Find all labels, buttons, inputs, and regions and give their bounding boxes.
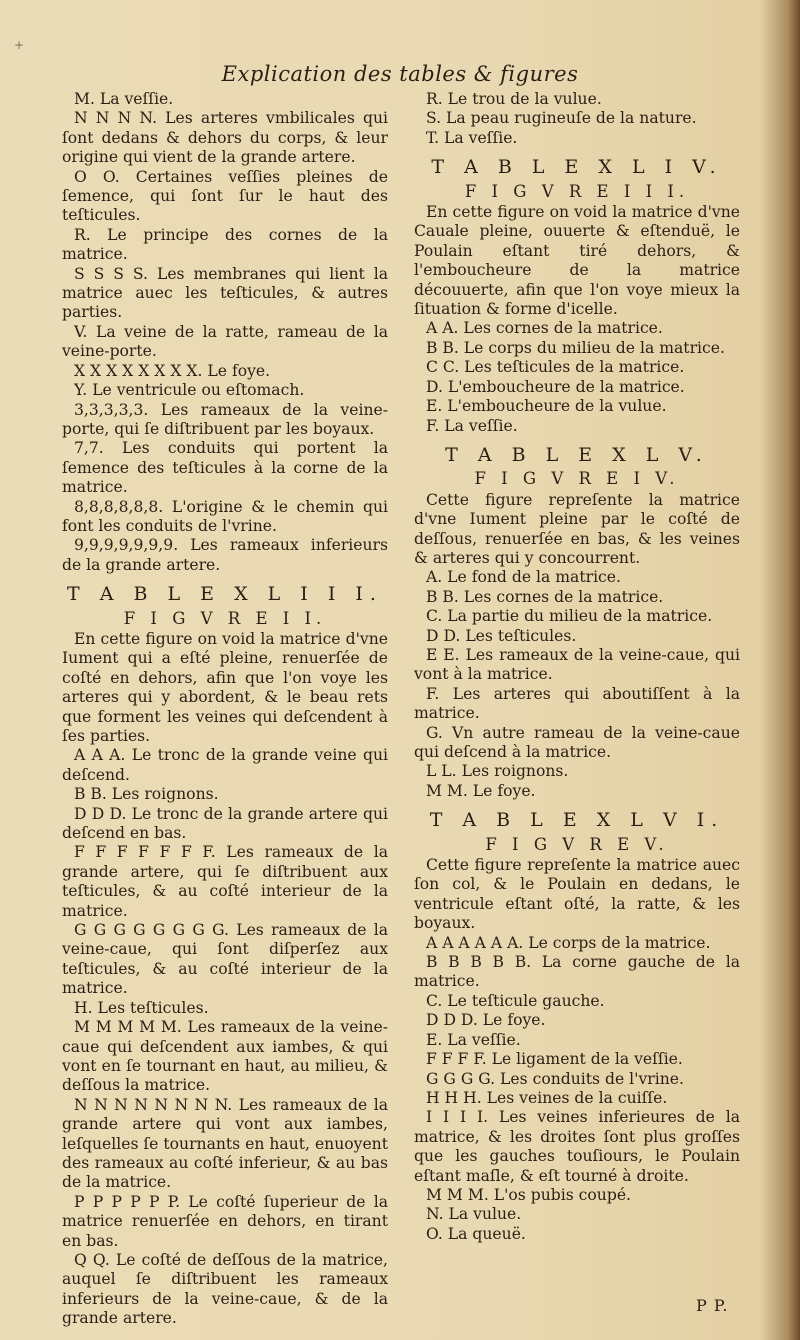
legend-entry: S S S S. Les membranes qui lient la matrice auec les teſticules, & autres parties. <box>62 264 388 322</box>
right-entries-d <box>414 934 740 1245</box>
left-entries-a <box>62 90 388 575</box>
legend-entry: C. Le teſticule gauche. <box>426 991 605 1010</box>
legend-entry: A A A A A A. Le corps de la matrice. <box>426 933 711 952</box>
legend-entry: B B. Les cornes de la matrice. <box>426 587 664 606</box>
figure-v-intro: Cette figure repreſente la matrice auec ſon col, & le Poulain en dedans, le ventricule eſtant oſté, la ratte, & les boyaux. <box>414 856 740 933</box>
legend-entry: N N N N N N N N. Les rameaux de la grande artere qui vont aux iambes, leſquelles ſe tournants en haut, enuoyent des rameaux au coſté inferieur, & au bas de la matrice. <box>62 1095 388 1192</box>
legend-entry: I I I I. Les veines inferieures de la matrice, & les droites ſont plus groſſes que les gauches touſiours, le Poulain eſtant maſle, & eſt tourné à droite. <box>414 1108 740 1185</box>
figure-ii-intro: En cette figure on void la matrice d'vne Iument qui a eſté pleine, renuerſée de coſté en dehors, afin que l'on voye les arteres qui y abordent, & le beau rets que forment les veines qui deſcendent à ſes parties. <box>62 629 388 745</box>
legend-entry: Q Q. Le coſté de deſſous de la matrice, auquel ſe diſtribuent les rameaux inferieurs de la veine-caue, & de la grande artere. <box>62 1250 388 1328</box>
legend-entry: M M. Le foye. <box>426 781 536 800</box>
legend-entry: A A. Les cornes de la matrice. <box>426 319 663 338</box>
legend-entry: C C. Les teſticules de la matrice. <box>426 358 685 377</box>
legend-entry: E. L'emboucheure de la vulue. <box>426 397 667 416</box>
legend-entry: E E. Les rameaux de la veine-caue, qui vont à la matrice. <box>414 645 740 684</box>
legend-entry: D D D. Le foye. <box>426 1011 546 1030</box>
legend-entry: S. La peau rugineuſe de la nature. <box>426 109 697 128</box>
legend-entry: A. Le fond de la matrice. <box>426 568 621 587</box>
table-title-xlvi: T A B L E X L V I. <box>429 809 725 832</box>
legend-entry: 8,8,8,8,8,8. L'origine & le chemin qui font les conduits de l'vrine. <box>62 497 388 535</box>
legend-entry: 3,3,3,3,3. Les rameaux de la veine-porte, qui ſe diſtribuent par les boyaux. <box>62 400 388 438</box>
legend-entry: D D D. Le tronc de la grande artere qui deſcend en bas. <box>62 804 388 843</box>
left-column <box>62 90 388 1329</box>
legend-entry: L L. Les roignons. <box>426 762 569 781</box>
legend-entry: H H H. Les veines de la cuiſſe. <box>426 1088 668 1107</box>
table-title-xliv: T A B L E X L I V. <box>431 156 723 179</box>
left-entries-b <box>62 746 388 1328</box>
legend-entry: V. La veine de la ratte, rameau de la veine-porte. <box>62 322 388 361</box>
signature-mark: P P. <box>696 1296 729 1315</box>
corner-mark: + <box>14 38 25 52</box>
figure-iv-intro: Cette figure repreſente la matrice d'vne Iument pleine par le coſté de deſſous, renuerſée en bas, & les veines & arteres qui y concourrent. <box>414 490 740 567</box>
legend-entry: Y. Le ventricule ou eſtomach. <box>74 381 305 400</box>
legend-entry: E. La veſſie. <box>426 1030 521 1049</box>
legend-entry: F F F F F F F. Les rameaux de la grande artere, qui ſe diſtribuent aux teſticules, & au coſté interieur de la matrice. <box>62 843 388 920</box>
legend-entry: R. Le principe des cornes de la matrice. <box>62 225 388 264</box>
legend-entry: H. Les teſticules. <box>74 998 209 1017</box>
figure-title-ii: F I G V R E I I. <box>123 608 327 628</box>
legend-entry: F. Les arteres qui aboutiſſent à la matrice. <box>414 684 740 723</box>
legend-entry: G G G G. Les conduits de l'vrine. <box>426 1069 684 1088</box>
legend-entry: N. La vulue. <box>426 1205 522 1224</box>
legend-entry: B B B B B. La corne gauche de la matrice. <box>414 953 740 991</box>
right-entries-b <box>414 319 740 435</box>
figure-title-v: F I G V R E V. <box>485 834 669 854</box>
legend-entry: A A A. Le tronc de la grande veine qui deſcend. <box>62 746 388 784</box>
legend-entry: O. La queuë. <box>426 1224 526 1243</box>
legend-entry: M. La veſſie. <box>74 90 174 108</box>
legend-entry: F F F F. Le ligament de la veſſie. <box>426 1050 683 1069</box>
legend-entry: G. Vn autre rameau de la veine-caue qui deſcend à la matrice. <box>414 723 740 761</box>
legend-entry: D. L'emboucheure de la matrice. <box>426 377 685 396</box>
legend-entry: 7,7. Les conduits qui portent la ſemence des teſticules à la corne de la matrice. <box>62 439 388 497</box>
right-column <box>414 90 740 1244</box>
legend-entry: P P P P P P. Le coſté ſuperieur de la matrice renuerſée en dehors, en tirant en bas. <box>62 1192 388 1250</box>
legend-entry: D D. Les teſticules. <box>426 626 577 645</box>
figure-iii-intro: En cette figure on void la matrice d'vne Cauale pleine, ouuerte & eſtenduë, le Poulain eſtant tiré dehors, & l'emboucheure de la matrice découuerte, afin que l'on voye mieux la ſituation & forme d'icelle. <box>414 203 740 319</box>
page-edge <box>786 0 800 1340</box>
legend-entry: B B. Le corps du milieu de la matrice. <box>426 338 725 357</box>
legend-entry: O O. Certaines veſſies pleines de ſemence, qui ſont ſur le haut des teſticules. <box>62 167 388 225</box>
legend-entry: C. La partie du milieu de la matrice. <box>426 607 713 626</box>
legend-entry: R. Le trou de la vulue. <box>426 90 602 108</box>
legend-entry: T. La veſſie. <box>426 128 518 147</box>
table-title-xlv: T A B L E X L V. <box>445 443 709 466</box>
legend-entry: M M M. L'os pubis coupé. <box>426 1185 632 1204</box>
legend-entry: M M M M M. Les rameaux de la veine-caue qui deſcendent aux iambes, & qui vont en ſe tournant en haut, au milieu, & deſſous la matrice. <box>62 1018 388 1095</box>
right-entries-c <box>414 568 740 801</box>
figure-title-iii: F I G V R E I I I. <box>464 181 690 201</box>
table-title-xliii: T A B L E X L I I I. <box>67 583 383 606</box>
figure-title-iv: F I G V R E I V. <box>474 469 680 489</box>
right-entries-a <box>414 90 740 148</box>
legend-entry: N N N N. Les arteres vmbilicales qui ſont dedans & dehors du corps, & leur origine qui vient de la grande artere. <box>62 109 388 167</box>
legend-entry: 9,9,9,9,9,9,9. Les rameaux inferieurs de la grande artere. <box>62 536 388 574</box>
legend-entry: X X X X X X X X. Le foye. <box>74 361 271 380</box>
legend-entry: B B. Les roignons. <box>74 785 219 804</box>
running-header: Explication des tables & figures <box>221 62 579 86</box>
legend-entry: F. La veſſie. <box>426 416 518 435</box>
legend-entry: G G G G G G G G. Les rameaux de la veine-caue, qui ſont diſperſez aux teſticules, & au coſté interieur de la matrice. <box>62 921 388 998</box>
